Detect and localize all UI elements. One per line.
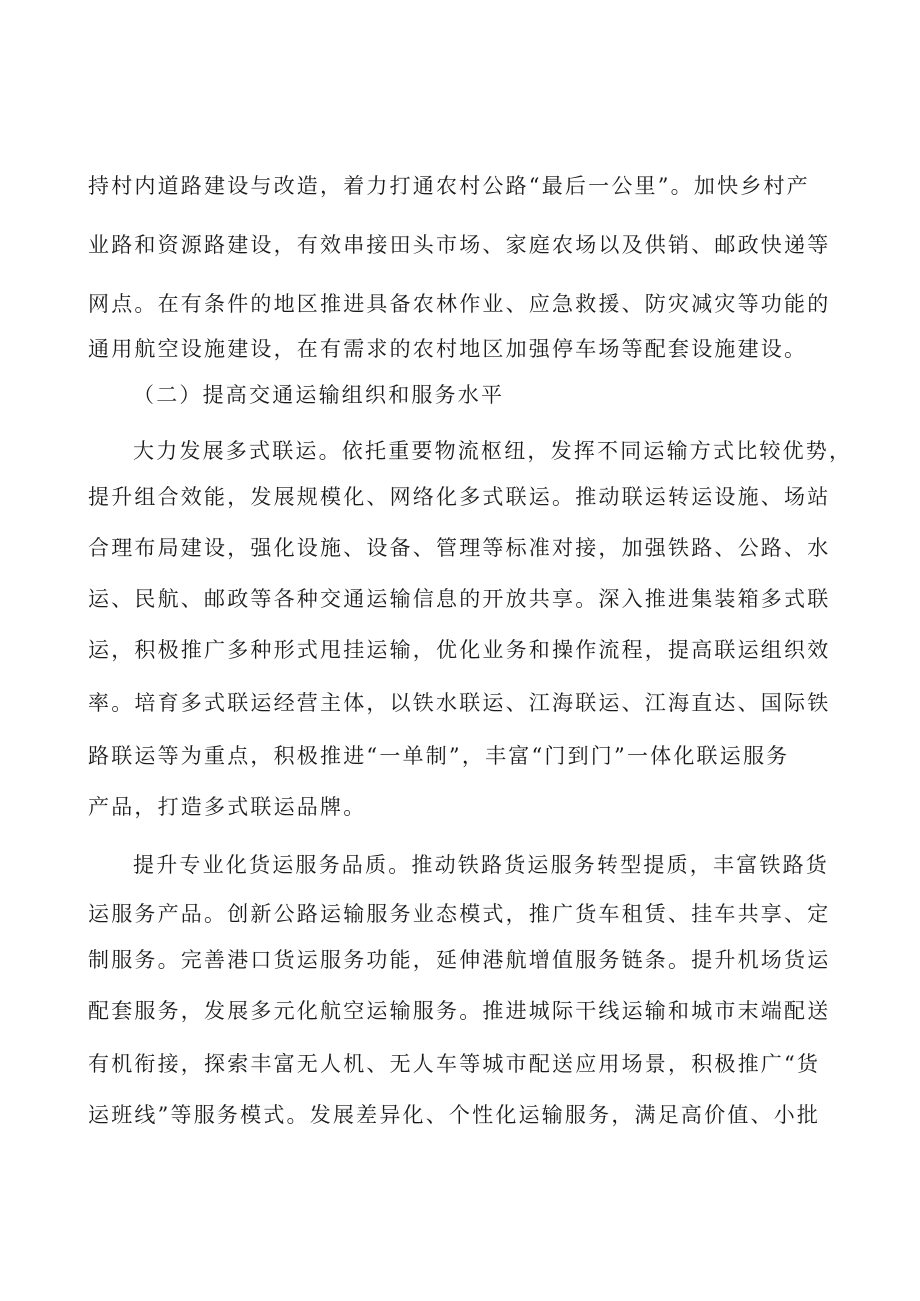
text-line: 网点。在有条件的地区推进具备农林作业、应急救援、防灾减灾等功能的	[88, 292, 831, 316]
text-line: 提升专业化货运服务品质。推动铁路货运服务转型提质，丰富铁路货	[133, 853, 829, 877]
text-line: 业路和资源路建设，有效串接田头市场、家庭农场以及供销、邮政快递等	[88, 233, 831, 257]
text-line: 提升组合效能，发展规模化、网络化多式联运。推动联运转运设施、场站	[88, 485, 831, 509]
text-line: 产品，打造多式联运品牌。	[88, 795, 367, 819]
text-line: 运班线”等服务模式。发展差异化、个性化运输服务，满足高价值、小批	[88, 1103, 821, 1127]
text-line: 率。培育多式联运经营主体，以铁水联运、江海联运、江海直达、国际铁	[88, 691, 831, 715]
text-line: 运，积极推广多种形式甩挂运输，优化业务和操作流程，提高联运组织效	[88, 638, 831, 662]
text-line: 大力发展多式联运。依托重要物流枢纽，发挥不同运输方式比较优势，	[133, 439, 853, 463]
text-line: 运、民航、邮政等各种交通运输信息的开放共享。深入推进集装箱多式联	[88, 587, 831, 611]
section-heading: （二）提高交通运输组织和服务水平	[133, 383, 505, 407]
text-line: 合理布局建设，强化设施、设备、管理等标准对接，加强铁路、公路、水	[88, 536, 831, 560]
text-line: 制服务。完善港口货运服务功能，延伸港航增值服务链条。提升机场货运	[88, 948, 831, 972]
text-line: 持村内道路建设与改造，着力打通农村公路“最后一公里”。加快乡村产	[88, 174, 810, 198]
text-line: 有机衔接，探索丰富无人机、无人车等城市配送应用场景，积极推广“货	[88, 1052, 821, 1076]
text-line: 通用航空设施建设，在有需求的农村地区加强停车场等配套设施建设。	[88, 337, 808, 361]
text-line: 运服务产品。创新公路运输服务业态模式，推广货车租赁、挂车共享、定	[88, 902, 831, 926]
text-line: 路联运等为重点，积极推进“一单制”，丰富“门到门”一体化联运服务	[88, 744, 790, 768]
text-line: 配套服务，发展多元化航空运输服务。推进城际干线运输和城市末端配送	[88, 999, 831, 1023]
